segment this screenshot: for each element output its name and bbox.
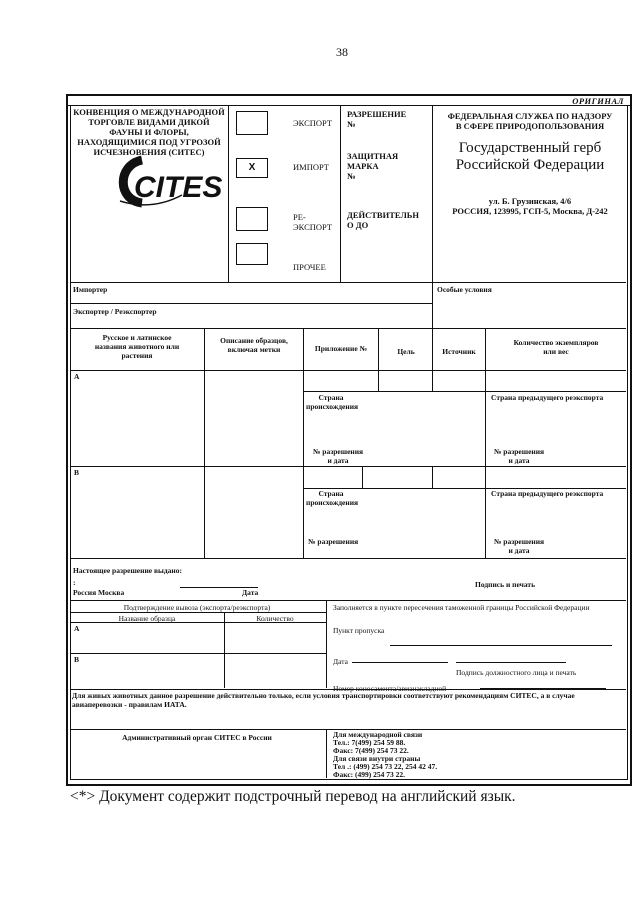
reexport-checkbox[interactable] xyxy=(236,207,268,231)
col-quantity-header: Количество экземпляров или вес xyxy=(513,338,599,356)
row-a-origin-country: Страна происхождения xyxy=(306,393,359,411)
row-b-origin-country: Страна происхождения xyxy=(306,489,359,507)
export-label: ЭКСПОРТ xyxy=(293,118,333,128)
row-a-prev-permit-date: № разрешения и дата xyxy=(493,447,545,465)
live-animals-note: Для живых животных данное разрешение действительно только, если условия транспортировки соответствуют рекомендациям СИТЕС, а в случае авиаперевозки - правилам ИАТА. xyxy=(72,691,575,709)
other-checkbox[interactable] xyxy=(236,243,268,265)
issued-label: Настоящее разрешение выдано: xyxy=(73,566,182,575)
cites-logo xyxy=(112,155,223,210)
col-purpose-header: Цель xyxy=(397,347,415,356)
convention-title: КОНВЕНЦИЯ О МЕЖДУНАРОДНОЙ ТОРГОВЛЕ ВИДАМИ ДИКОЙ ФАУНЫ И ФЛОРЫ, НАХОДЯЩИМИСЯ ПОД УГРОЗОЙ ИСЧЕЗНОВЕНИЯ (СИТЕС) xyxy=(73,107,225,157)
checkpoint-label: Пункт пропуска xyxy=(333,626,385,635)
quantity-header: Количество xyxy=(256,614,294,623)
col-source-header: Источник xyxy=(442,347,476,356)
bill-number-label: Номер коносамента/авианакладной xyxy=(333,684,447,693)
authority-address: ул. Б. Грузинская, 4/6 РОССИЯ, 123995, ГСП-5, Москва, Д-242 xyxy=(452,196,608,216)
row-b-permit-number: № разрешения xyxy=(308,537,359,546)
authority-name: ФЕДЕРАЛЬНАЯ СЛУЖБА ПО НАДЗОРУ В СФЕРЕ ПРИРОДОПОЛЬЗОВАНИЯ xyxy=(447,111,613,131)
admin-body-label: Административный орган СИТЕС в России xyxy=(122,733,272,742)
row-a-label: A xyxy=(74,372,80,381)
row-b-prev-permit-date: № разрешения и дата xyxy=(493,537,545,555)
coat-of-arms-label: Государственный герб Российской Федерации xyxy=(455,140,605,173)
row-b-prev-reexport-country: Страна предыдущего реэкспорта xyxy=(491,489,604,498)
valid-until-label: ДЕЙСТВИТЕЛЬН О ДО xyxy=(347,210,420,230)
row-a-permit-date: № разрешения и дата xyxy=(312,447,364,465)
issued-colon: : xyxy=(73,578,76,587)
admin-contacts: Для международной связи Тел.: 7(499) 254 59 88. Факс: 7(499) 254 73 22. Для связи внутри страны Тел .: (499) 254 73 22, 254 42 47. Факс: (499) 254 73 22. xyxy=(333,730,438,779)
security-stamp-label: ЗАЩИТНАЯ МАРКА № xyxy=(347,151,399,181)
row-a-prev-reexport-country: Страна предыдущего реэкспорта xyxy=(491,393,604,402)
sample-name-header: Название образца xyxy=(118,614,176,623)
logo-text: CITES xyxy=(134,171,223,204)
customs-date-label: Дата xyxy=(333,657,348,666)
importer-label: Импортер xyxy=(73,285,108,294)
col-description-header: Описание образцов, включая метки xyxy=(220,336,288,354)
special-conditions-label: Особые условия xyxy=(437,285,492,294)
page-number: 38 xyxy=(336,45,348,59)
customs-fill-label: Заполняется в пункте пересечения таможенной границы Российской Федерации xyxy=(333,603,590,612)
official-signature-label: Подпись должностного лица и печать xyxy=(456,668,577,677)
col-names-header: Русское и латинское названия животного или растения xyxy=(94,333,180,360)
reexport-label: РЕ- ЭКСПОРТ xyxy=(293,212,333,232)
col-appendix-header: Приложение № xyxy=(314,344,368,353)
issued-city: Россия Москва xyxy=(73,588,125,597)
row-b-label: B xyxy=(74,468,80,477)
other-label: ПРОЧЕЕ xyxy=(293,262,326,272)
confirm-row-a: A xyxy=(74,624,80,633)
issued-date-label: Дата xyxy=(242,588,259,597)
signature-seal-label: Подпись и печать xyxy=(475,580,536,589)
permit-number-label: РАЗРЕШЕНИЕ № xyxy=(347,109,407,129)
export-checkbox[interactable] xyxy=(236,111,268,135)
confirm-row-b: B xyxy=(74,655,80,664)
exporter-label: Экспортер / Реэкспортер xyxy=(73,307,157,316)
import-label: ИМПОРТ xyxy=(293,162,329,172)
original-label: ОРИГИНАЛ xyxy=(572,96,624,106)
export-confirm-label: Подтверждение вывоза (экспорта/реэкспорта) xyxy=(123,603,271,612)
footnote: <*> Документ содержит подстрочный перевод на английский язык. xyxy=(70,788,516,805)
import-checkbox[interactable]: X xyxy=(236,158,268,178)
